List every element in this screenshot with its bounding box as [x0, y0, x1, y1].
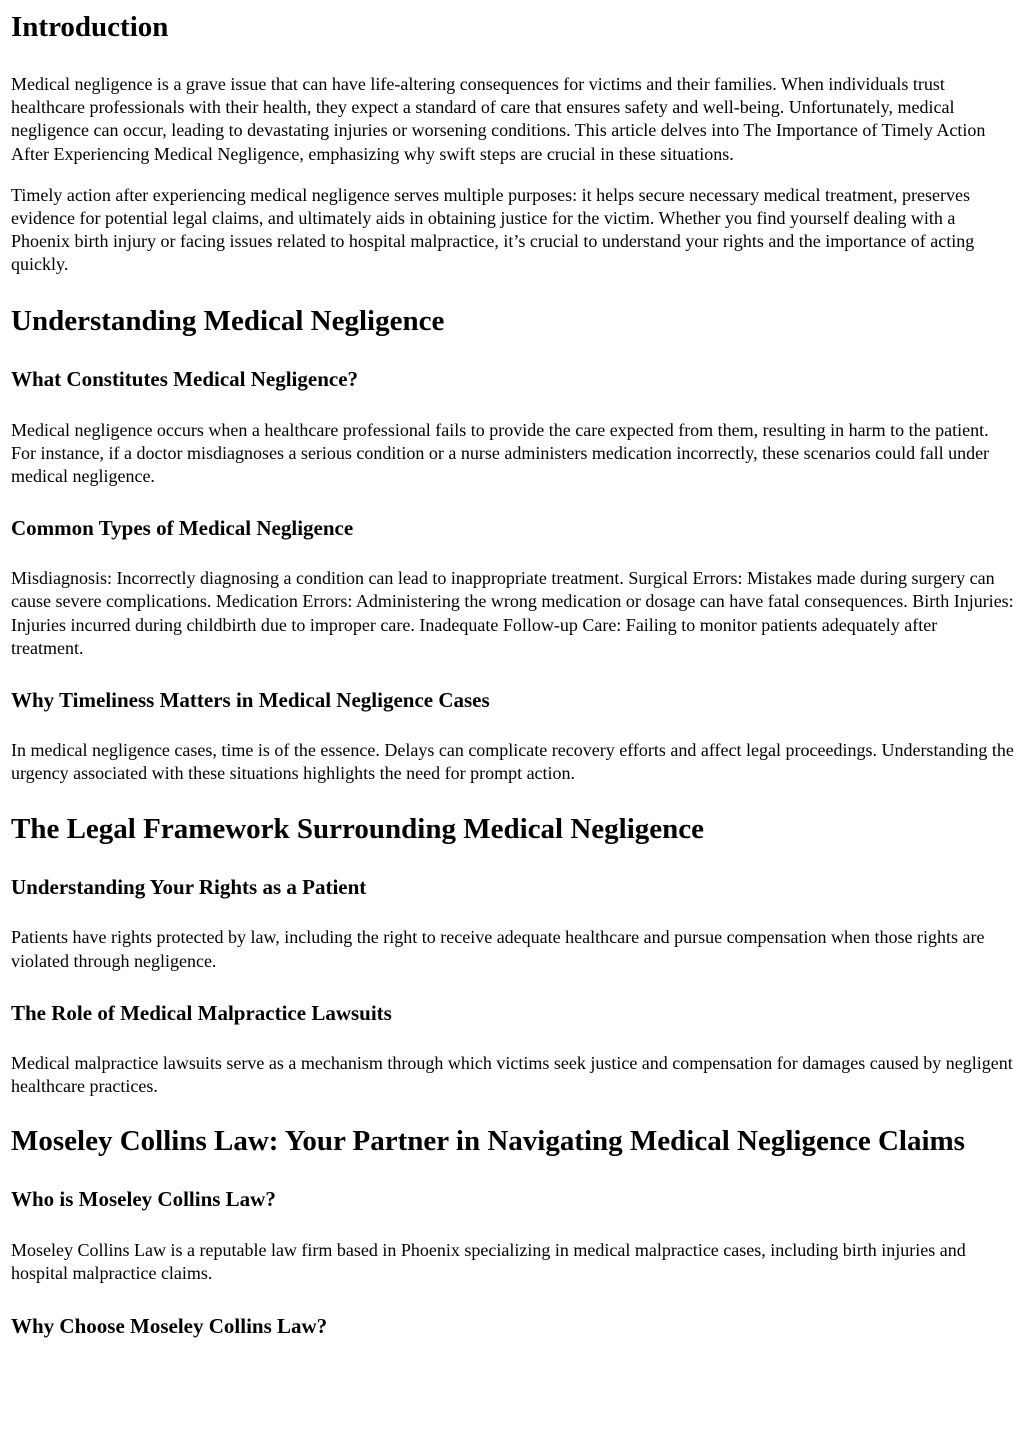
common-types-heading: Common Types of Medical Negligence [11, 516, 354, 541]
what-constitutes-paragraph: Medical negligence occurs when a healthcare professional fails to provide the care expected from them, resulting in harm to the patient. For instance, if a doctor misdiagnoses a serious condition or a nurse administers medication incorrectly, these scenarios could fall under medical negligence. [11, 419, 990, 487]
who-is-moseley-paragraph: Moseley Collins Law is a reputable law firm based in Phoenix specializing in medical malpractice cases, including birth injuries and hospital malpractice claims. [11, 1240, 966, 1284]
legal-framework-heading: The Legal Framework Surrounding Medical Negligence [11, 813, 704, 846]
common-types-paragraph: Misdiagnosis: Incorrectly diagnosing a condition can lead to inappropriate treatment. Surgical Errors: Mistakes made during surgery can cause severe complications. Medication Errors: Administering the wrong medication or dosage can have fatal consequences. Birth Injuries: Injuries incurred during childbirth due to improper care. Inadequate Follow-up Care: Failing to monitor patients adequately after treatment. [11, 568, 1014, 658]
introduction-paragraph-1: Medical negligence is a grave issue that can have life-altering consequences for victims and their families. When individuals trust healthcare professionals with their health, they expect a standard of care that ensures safety and well-being. Unfortunately, medical negligence can occur, leading to devastating injuries or worsening conditions. This article delves into The Importance of Timely Action After Experiencing Medical Negligence, emphasizing why swift steps are crucial in these situations. [11, 74, 986, 164]
article [0, 10, 1024, 1339]
introduction-paragraph-2: Timely action after experiencing medical negligence serves multiple purposes: it helps secure necessary medical treatment, preserves evidence for potential legal claims, and ultimately aids in obtaining justice for the victim. Whether you find yourself dealing with a Phoenix birth injury or facing issues related to hospital malpractice, it’s crucial to understand your rights and the importance of acting quickly. [11, 184, 975, 275]
patient-rights-heading: Understanding Your Rights as a Patient [11, 875, 367, 900]
malpractice-lawsuits-heading: The Role of Medical Malpractice Lawsuits [11, 1000, 392, 1025]
moseley-collins-heading: Moseley Collins Law: Your Partner in Navigating Medical Negligence Claims [11, 1125, 965, 1158]
who-is-moseley-heading: Who is Moseley Collins Law? [11, 1187, 276, 1212]
patient-rights-paragraph: Patients have rights protected by law, including the right to receive adequate healthcare and pursue compensation when those rights are violated through negligence. [11, 927, 985, 971]
timeliness-paragraph: In medical negligence cases, time is of the essence. Delays can complicate recovery efforts and affect legal proceedings. Understanding the urgency associated with these situations highlights the need for prompt action. [11, 740, 1014, 784]
introduction-heading: Introduction [11, 11, 169, 43]
malpractice-lawsuits-paragraph: Medical malpractice lawsuits serve as a mechanism through which victims seek justice and compensation for damages caused by negligent healthcare practices. [11, 1052, 1013, 1097]
understanding-heading: Understanding Medical Negligence [11, 304, 445, 337]
why-choose-heading: Why Choose Moseley Collins Law? [11, 1313, 328, 1338]
timeliness-heading: Why Timeliness Matters in Medical Negligence Cases [11, 688, 490, 713]
what-constitutes-heading: What Constitutes Medical Negligence? [11, 366, 359, 391]
